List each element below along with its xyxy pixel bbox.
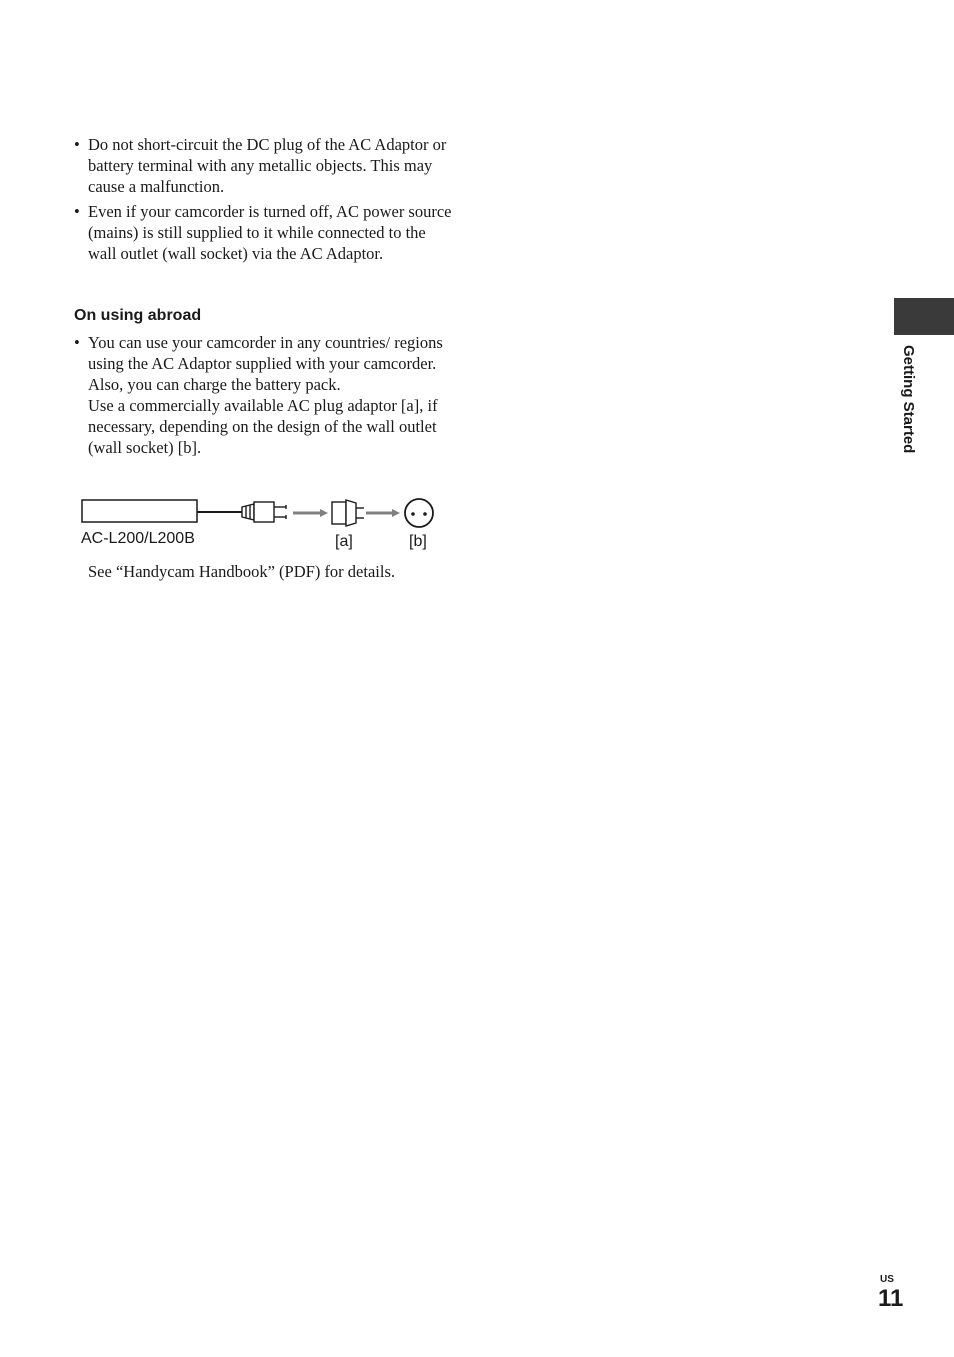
arrow-icon bbox=[366, 509, 400, 517]
plug-adaptor-icon bbox=[332, 500, 364, 526]
section-tab bbox=[894, 298, 954, 335]
bullet-icon: • bbox=[74, 202, 80, 221]
adaptor-model-label: AC-L200/L200B bbox=[81, 530, 195, 547]
ac-adaptor-body bbox=[82, 500, 197, 522]
wall-outlet-icon bbox=[405, 499, 433, 527]
list-item bbox=[74, 134, 454, 197]
list-item bbox=[74, 201, 454, 264]
list-item bbox=[74, 332, 454, 458]
section-heading: On using abroad bbox=[74, 307, 202, 324]
section-label: Getting Started bbox=[900, 345, 917, 454]
bullet-text: You can use your camcorder in any countries/ regions using the AC Adaptor supplied with your camcorder. Also, you can charge the battery pack. bbox=[88, 333, 443, 394]
bullet-text-continued: Use a commercially available AC plug adaptor [a], if necessary, depending on the design of the wall outlet (wall socket) [b]. bbox=[88, 396, 438, 457]
region-code: US bbox=[880, 1274, 894, 1285]
bullet-icon: • bbox=[74, 135, 80, 154]
bullet-text: Do not short-circuit the DC plug of the AC Adaptor or battery terminal with any metallic objects. This may cause a malfunction. bbox=[88, 135, 447, 196]
bullet-icon: • bbox=[74, 333, 80, 352]
wall-outlet-label: [b] bbox=[409, 533, 427, 550]
page-number: 11 bbox=[878, 1285, 904, 1312]
arrow-icon bbox=[293, 509, 328, 517]
diagram-illustration bbox=[80, 494, 440, 534]
precautions-list bbox=[74, 134, 454, 268]
bullet-text: Even if your camcorder is turned off, AC power source (mains) is still supplied to it while connected to the wall outlet (wall socket) via the AC Adaptor. bbox=[88, 202, 452, 263]
handbook-note: See “Handycam Handbook” (PDF) for details. bbox=[88, 562, 395, 581]
plug-adaptor-label: [a] bbox=[335, 533, 353, 550]
plug-adaptor-diagram bbox=[80, 494, 440, 558]
abroad-list bbox=[74, 332, 454, 462]
ac-plug-icon bbox=[242, 502, 286, 522]
